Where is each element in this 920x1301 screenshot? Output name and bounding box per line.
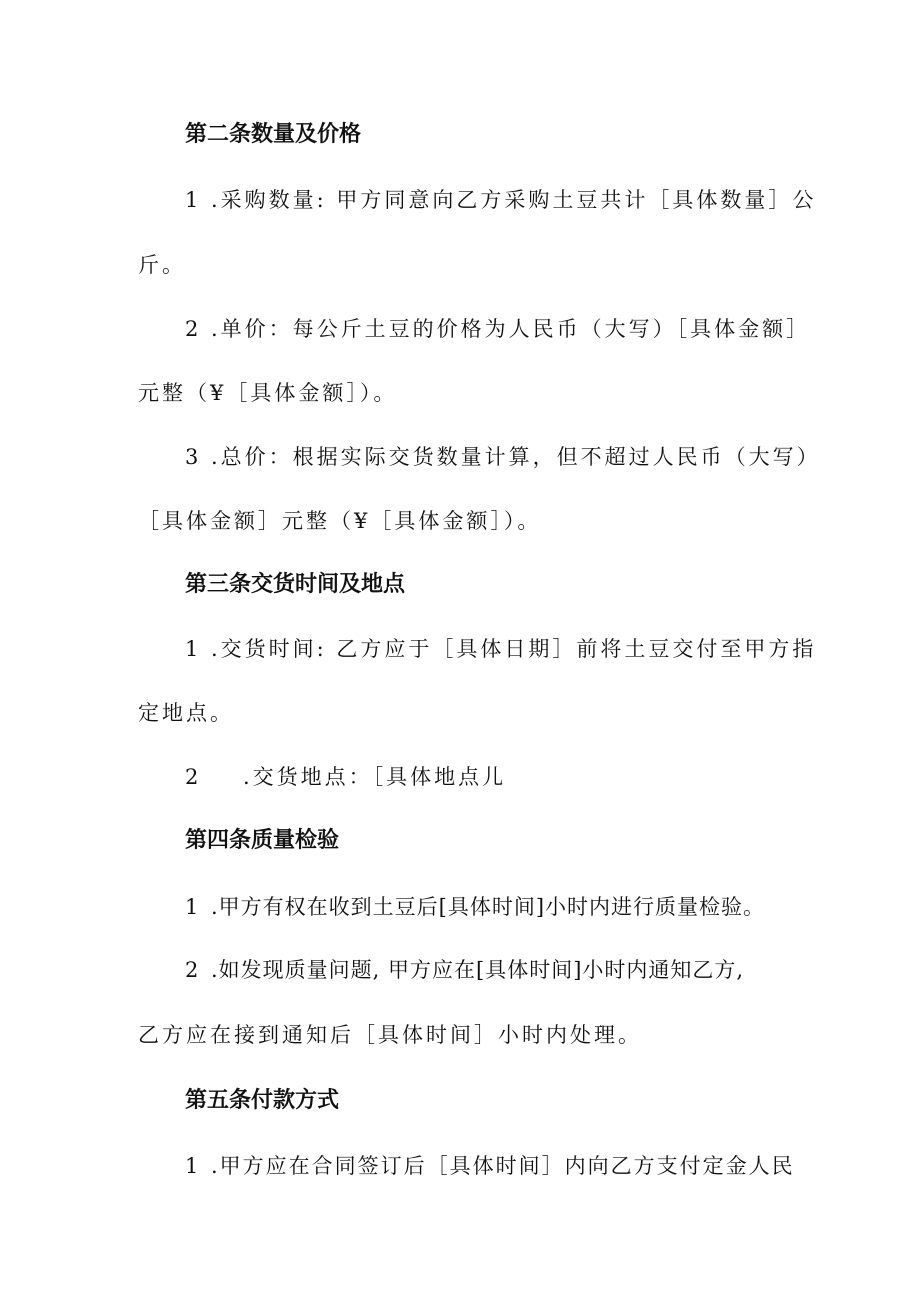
item-number: 1 [185, 188, 202, 212]
item-text: .单价：每公斤土豆的价格为人民币（大写）［具体金额］ [211, 317, 811, 341]
article-4-item-1-line-1 [185, 892, 765, 922]
article-2-item-3-line-1 [185, 442, 821, 472]
item-number: 1 [185, 637, 202, 661]
article-3-item-1-line-2: 定地点。 [138, 701, 234, 725]
article-2-item-3-line-2: ［具体金额］元整（¥［具体金额］）。 [138, 509, 542, 533]
article-4-item-2-line-1 [185, 955, 744, 985]
article-4-item-2-line-2: 乙方应在接到通知后［具体时间］小时内处理。 [138, 1023, 642, 1047]
article-2-item-2-line-1 [185, 314, 810, 344]
item-text: .交货地点：［具体地点儿 [243, 765, 507, 789]
item-text: .甲方有权在收到土豆后[具体时间]小时内进行质量检验。 [211, 895, 766, 919]
item-number: 3 [185, 445, 202, 469]
article-5-item-1-line-1 [185, 1151, 795, 1181]
article-3-heading: 第三条交货时间及地点 [185, 572, 406, 597]
article-2-item-2-line-2: 元整（¥［具体金额］）。 [138, 381, 398, 405]
item-text: .交货时间: 乙方应于［具体日期］前将土豆交付至甲方指 [211, 637, 817, 661]
article-2-item-1-line-1 [185, 185, 816, 215]
item-text: .采购数量: 甲方同意向乙方采购土豆共计［具体数量］公 [211, 188, 817, 212]
item-number: 1 [185, 895, 202, 919]
item-text: .总价：根据实际交货数量计算，但不超过人民币（大写） [211, 445, 821, 469]
item-text: .如发现质量问题, 甲方应在[具体时间]小时内通知乙方, [211, 958, 745, 982]
article-3-item-1-line-1 [185, 634, 816, 664]
article-2-item-1-line-2: 斤。 [138, 253, 186, 277]
article-5-heading: 第五条付款方式 [185, 1088, 340, 1113]
article-2-heading: 第二条数量及价格 [185, 122, 362, 147]
article-3-item-2-line-1 [185, 762, 506, 792]
item-text: .甲方应在合同签订后［具体时间］内向乙方支付定金人民 [211, 1154, 795, 1178]
item-number: 2 [185, 958, 202, 982]
item-number: 1 [185, 1154, 202, 1178]
item-number: 2 [185, 765, 202, 789]
item-number: 2 [185, 317, 202, 341]
article-4-heading: 第四条质量检验 [185, 828, 340, 853]
